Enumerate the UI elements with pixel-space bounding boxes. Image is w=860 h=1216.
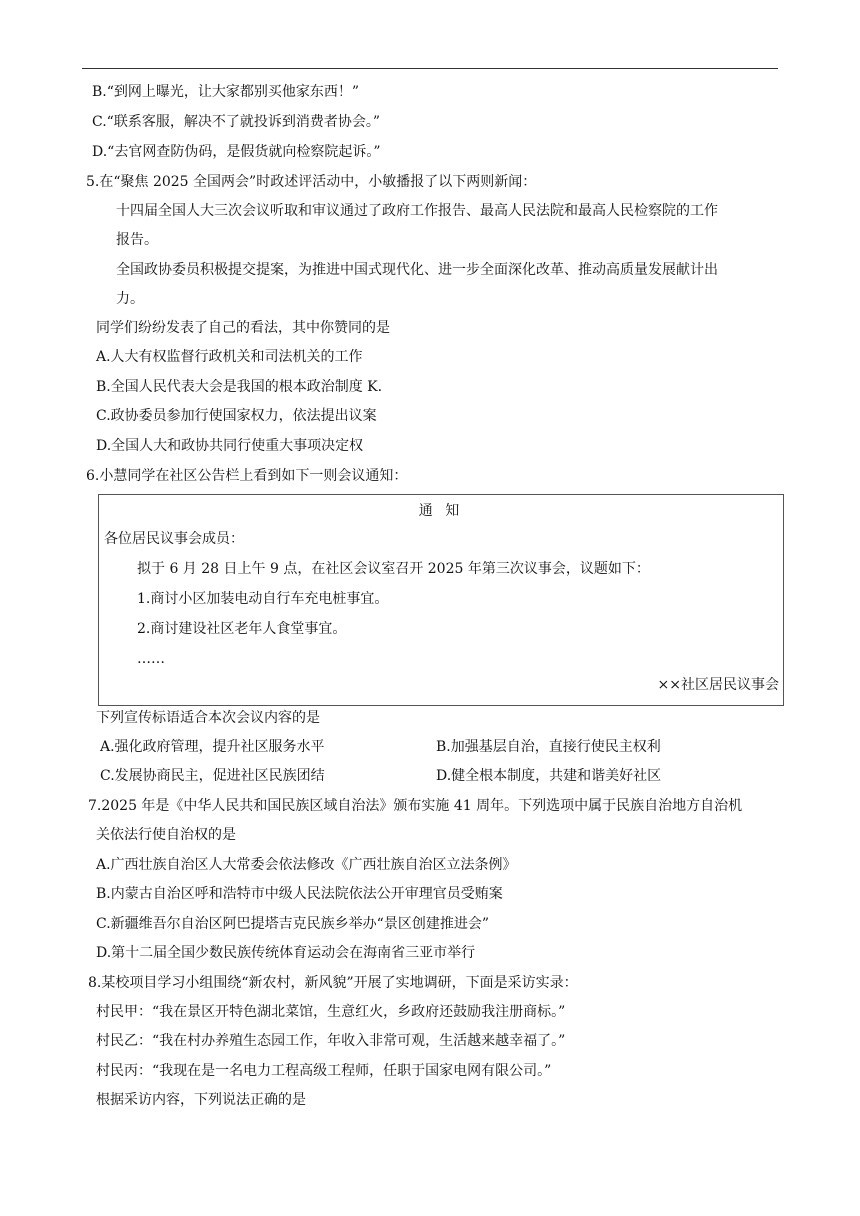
header-rule [82, 68, 778, 69]
notice-signature: ××社区居民议事会 [657, 677, 779, 693]
q7-stem-line2: 关依法行使自治权的是 [96, 827, 236, 843]
q6-option-c: C.发展协商民主，促进社区民族团结 [100, 768, 325, 784]
notice-title: 通 知 [418, 503, 464, 519]
q6-option-b: B.加强基层自治，直接行使民主权利 [436, 739, 661, 755]
q7-option-a: A.广西壮族自治区人大常委会依法修改《广西壮族自治区立法条例》 [96, 857, 517, 873]
q6-option-d: D.健全根本制度，共建和谐美好社区 [436, 768, 662, 784]
q4-option-c: C.“联系客服，解决不了就投诉到消费者协会。” [92, 114, 380, 130]
q4-option-d: D.“去官网查防伪码，是假货就向检察院起诉。” [92, 144, 381, 160]
notice-ellipsis: …… [137, 651, 165, 667]
notice-body: 拟于 6 月 28 日上午 9 点，在社区会议室召开 2025 年第三次议事会，议题如下： [137, 561, 650, 577]
notice-greeting: 各位居民议事会成员： [104, 531, 244, 547]
q5-stem: 5.在“聚焦 2025 全国两会”时政述评活动中，小敏播报了以下两则新闻： [86, 174, 537, 190]
q7-option-b: B.内蒙古自治区呼和浩特市中级人民法院依法公开审理官员受贿案 [96, 886, 503, 902]
q6-stem: 6.小慧同学在社区公告栏上看到如下一则会议通知： [86, 468, 408, 484]
q8-villager-a: 村民甲：“我在景区开特色湖北菜馆，生意红火，乡政府还鼓励我注册商标。” [96, 1004, 566, 1020]
q5-news2-line1: 全国政协委员积极提交提案，为推进中国式现代化、进一步全面深化改革、推动高质量发展献计出 [116, 262, 718, 278]
q5-news1-line1: 十四届全国人大三次会议听取和审议通过了政府工作报告、最高人民法院和最高人民检察院的工作 [116, 203, 718, 219]
q5-news2-line2: 力。 [116, 291, 144, 307]
q8-stem: 8.某校项目学习小组围绕“新农村，新风貌”开展了实地调研，下面是采访实录： [88, 975, 578, 991]
q7-stem-line1: 7.2025 年是《中华人民共和国民族区域自治法》颁布实施 41 周年。下列选项中属于民族自治地方自治机 [88, 798, 743, 814]
q5-option-c: C.政协委员参加行使国家权力，依法提出议案 [96, 408, 377, 424]
notice-box [98, 494, 784, 706]
q6-option-a: A.强化政府管理，提升社区服务水平 [100, 739, 325, 755]
q5-prompt: 同学们纷纷发表了自己的看法，其中你赞同的是 [96, 320, 390, 336]
q7-option-d: D.第十二届全国少数民族传统体育运动会在海南省三亚市举行 [96, 945, 476, 961]
q4-option-b: B.“到网上曝光，让大家都别买他家东西！” [92, 84, 360, 100]
q8-prompt: 根据采访内容，下列说法正确的是 [96, 1092, 306, 1108]
q5-option-b: B.全国人民代表大会是我国的根本政治制度 K. [96, 379, 383, 395]
q6-prompt: 下列宣传标语适合本次会议内容的是 [96, 710, 320, 726]
q8-villager-c: 村民丙：“我现在是一名电力工程高级工程师，任职于国家电网有限公司。” [96, 1063, 552, 1079]
q7-option-c: C.新疆维吾尔自治区阿巴提塔吉克民族乡举办“景区创建推进会” [96, 916, 489, 932]
notice-item-2: 2.商讨建设社区老年人食堂事宜。 [137, 621, 347, 637]
q5-option-a: A.人大有权监督行政机关和司法机关的工作 [96, 349, 363, 365]
q8-villager-b: 村民乙：“我在村办养殖生态园工作，年收入非常可观，生活越来越幸福了。” [96, 1033, 566, 1049]
q5-option-d: D.全国人大和政协共同行使重大事项决定权 [96, 438, 364, 454]
q5-news1-line2: 报告。 [116, 232, 158, 248]
notice-item-1: 1.商讨小区加装电动自行车充电桩事宜。 [137, 591, 389, 607]
